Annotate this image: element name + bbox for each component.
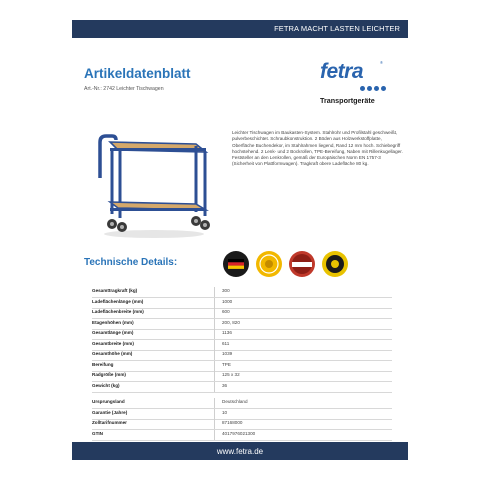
technical-details-table <box>92 287 392 440</box>
footer-bar <box>72 442 408 460</box>
table-row <box>92 298 392 309</box>
header-slogan: FETRA MACHT LASTEN LEICHTER <box>274 24 400 33</box>
spec-value: 10 <box>222 409 228 415</box>
spec-label: Radgröße (mm) <box>92 372 126 377</box>
spec-label: Bereifung <box>92 361 114 367</box>
spec-value: 200, 820 <box>222 319 240 325</box>
fix-badge-icon <box>321 250 349 278</box>
table-row <box>92 287 392 298</box>
logo-registered-mark: ® <box>380 60 383 65</box>
spec-label: Ladeflächenbreite (mm) <box>92 309 144 314</box>
table-row <box>92 308 392 319</box>
spec-value: 125 x 32 <box>222 372 240 377</box>
spec-label: Gesamtbreite (mm) <box>92 340 134 346</box>
spec-label: Ursprungsland <box>92 399 125 404</box>
article-number: Art.-Nr.: 2742 Leichter Tischwagen <box>84 86 164 92</box>
spec-value: Deutschland <box>222 399 248 404</box>
quality-badge-icon <box>255 250 283 278</box>
table-row <box>92 430 392 441</box>
spec-value: 300 <box>222 288 230 293</box>
spec-label: Etagenhöhen (mm) <box>92 319 134 325</box>
table-row <box>92 382 392 393</box>
datasheet-page <box>72 20 408 460</box>
spec-label: Garantie (Jahre) <box>92 409 128 415</box>
spec-label: Gewicht (kg) <box>92 382 120 388</box>
quality-badges <box>222 250 349 278</box>
spec-value: 1136 <box>222 330 232 335</box>
spec-value: 611 <box>222 340 230 346</box>
spec-label: Gesamttragkraft (kg) <box>92 288 138 293</box>
spec-value: 36 <box>222 382 228 388</box>
table-row <box>92 350 392 361</box>
spec-value: 4017976021300 <box>222 430 256 436</box>
header-bar <box>72 20 408 38</box>
table-row <box>92 398 392 409</box>
spec-value: 600 <box>222 309 230 314</box>
top-qualitaet-badge-icon <box>288 250 316 278</box>
table-row <box>92 319 392 330</box>
fetra-logo <box>306 56 396 116</box>
table-row <box>92 361 392 372</box>
footer-url-link[interactable]: www.fetra.de <box>216 446 264 456</box>
table-row <box>92 419 392 430</box>
made-in-germany-badge-icon <box>222 250 250 278</box>
spec-label: Gesamtlänge (mm) <box>92 330 134 335</box>
spec-label: Ladeflächenlänge (mm) <box>92 298 144 304</box>
table-row <box>92 329 392 340</box>
table-trolley-image <box>92 120 212 240</box>
spec-value: TPE <box>222 361 231 367</box>
spec-label: Gesamthöhe (mm) <box>92 351 133 356</box>
spec-value: 1000 <box>222 298 233 304</box>
spec-label: GTIN <box>92 430 103 436</box>
spec-value: 87168000 <box>222 420 243 425</box>
logo-word: fetra <box>320 60 364 83</box>
page-title: Artikeldatenblatt <box>84 66 191 81</box>
table-row <box>92 371 392 382</box>
section-title-technical-details: Technische Details: <box>84 257 178 268</box>
product-description: Leichter Tischwagen im Baukasten-System. Stahlrohr und Profilstahl geschweißt, pulverbeschichtet. Schraubkonstruktion. 2 Böden aus Holzwerkstoffplatte, Oberfläche Buchendekor, im Stahlrahmen liegend, Rand 12 mm hoch. Schiebegriff hochstehend. 2 Lenk- und 2 Bockrollen, TPE-Bereifung, Naben mit Rillenkugellager. Feststeller an den Lenkrollen, gemäß der Europäischen Norm EN 1757-3 (Sicherheit von Plattformwagen). Tragkraft obere Ladefläche 80 kg. <box>232 130 403 167</box>
table-row <box>92 409 392 420</box>
spec-value: 1039 <box>222 351 233 356</box>
logo-dots-icon <box>360 86 390 91</box>
spec-label: Zolltarifnummer <box>92 420 127 425</box>
logo-tagline: Transportgeräte <box>320 96 375 105</box>
table-row <box>92 340 392 351</box>
